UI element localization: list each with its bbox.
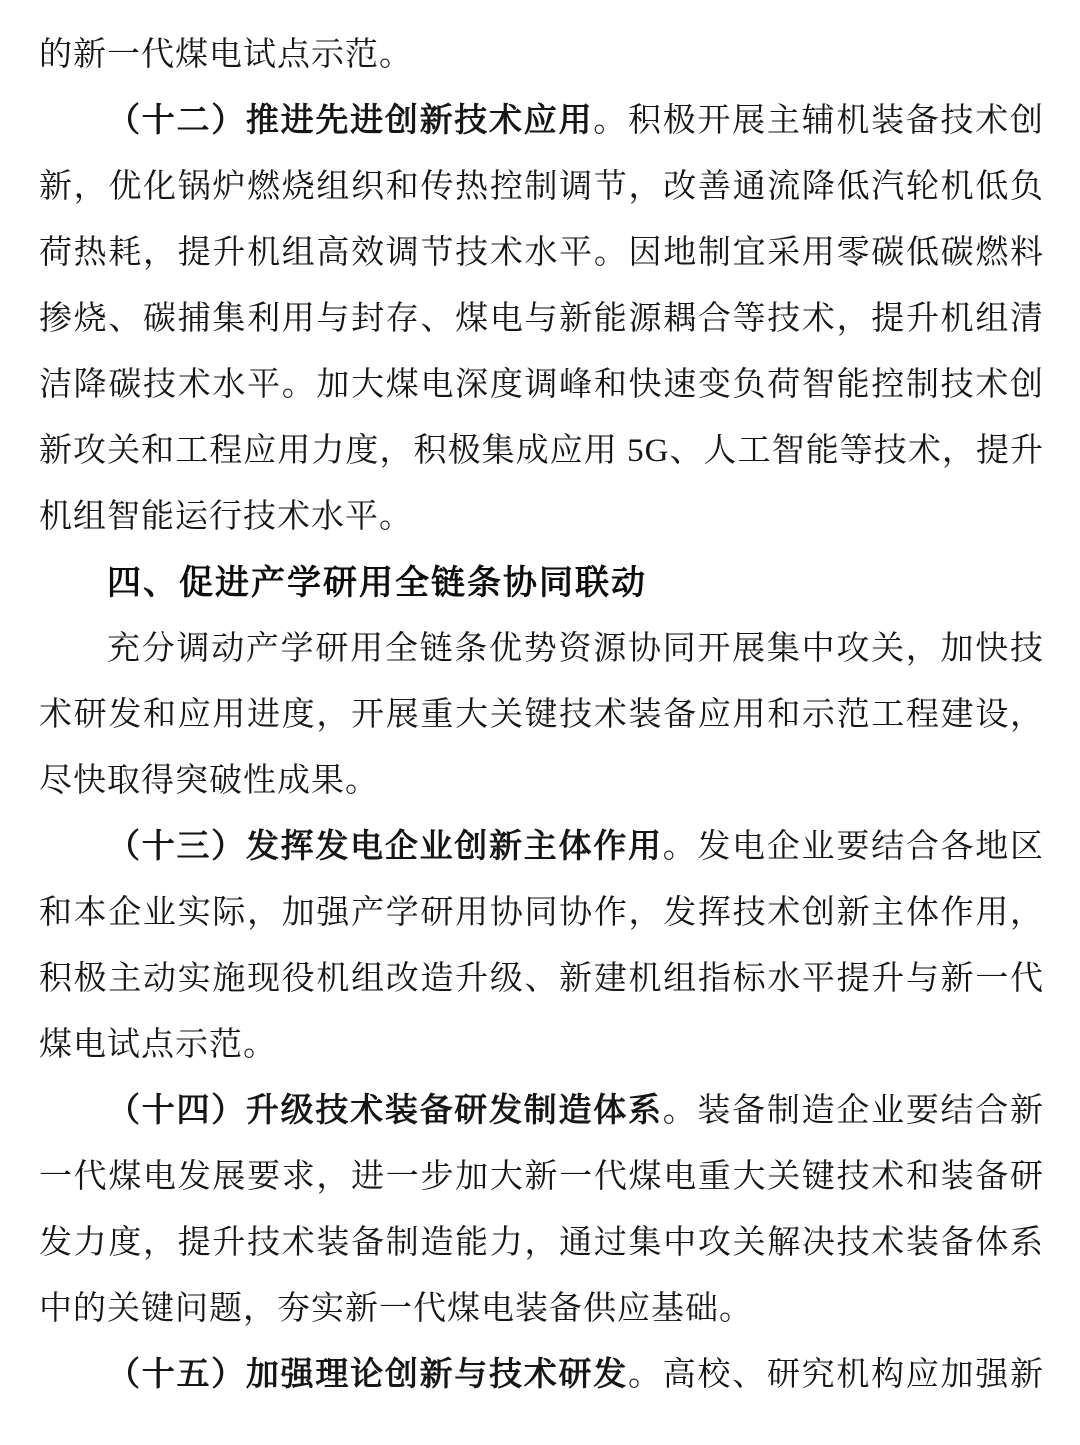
text-run: 煤电试点示范。: [39, 1027, 277, 1063]
text-run: 新，优化锅炉燃烧组织和传热控制调节，改善通流降低汽轮机低负: [39, 169, 1044, 205]
text-run: 。装备制造企业要结合新: [662, 1093, 1044, 1129]
section-heading: [39, 550, 1044, 616]
text-run: 新攻关和工程应用力度，积极集成应用 5G、人工智能等技术，提升: [39, 433, 1044, 469]
clause-title-run: （十三）发挥发电企业创新主体作用: [107, 829, 663, 865]
text-run: 中的关键问题，夯实新一代煤电装备供应基础。: [39, 1291, 753, 1327]
text-line: [39, 220, 1044, 286]
text-line: [39, 1078, 1044, 1144]
text-run: 的新一代煤电试点示范。: [39, 37, 413, 73]
text-run: 和本企业实际，加强产学研用协同协作，发挥技术创新主体作用，: [39, 895, 1044, 931]
text-run: 发力度，提升技术装备制造能力，通过集中攻关解决技术装备体系: [39, 1225, 1044, 1261]
text-line: [39, 748, 1044, 814]
text-line: [39, 880, 1044, 946]
text-line: [39, 154, 1044, 220]
text-run: 。高校、研究机构应加强新: [627, 1357, 1044, 1393]
text-run: 机组智能运行技术水平。: [39, 499, 413, 535]
text-line: [39, 1342, 1044, 1408]
text-line: [39, 682, 1044, 748]
clause-title-run: 四、促进产学研用全链条协同联动: [107, 564, 647, 602]
text-line: [39, 1144, 1044, 1210]
text-line: [39, 22, 1044, 88]
text-run: 掺烧、碳捕集利用与封存、煤电与新能源耦合等技术，提升机组清: [39, 301, 1044, 337]
clause-title-run: （十二）推进先进创新技术应用: [107, 103, 594, 139]
text-line: [39, 286, 1044, 352]
clause-title-run: （十五）加强理论创新与技术研发: [107, 1357, 628, 1393]
text-run: 荷热耗，提升机组高效调节技术水平。因地制宜采用零碳低碳燃料: [39, 235, 1044, 271]
text-run: 积极主动实施现役机组改造升级、新建机组指标水平提升与新一代: [39, 961, 1044, 997]
text-run: 尽快取得突破性成果。: [39, 763, 379, 799]
text-run: 术研发和应用进度，开展重大关键技术装备应用和示范工程建设，: [39, 697, 1044, 733]
text-line: [39, 616, 1044, 682]
text-run: 一代煤电发展要求，进一步加大新一代煤电重大关键技术和装备研: [39, 1159, 1044, 1195]
text-line: [39, 88, 1044, 154]
text-line: [39, 946, 1044, 1012]
text-line: [39, 814, 1044, 880]
text-run: 。发电企业要结合各地区: [662, 829, 1044, 865]
text-line: [39, 352, 1044, 418]
text-line: [39, 418, 1044, 484]
text-line: [39, 1276, 1044, 1342]
text-run: 洁降碳技术水平。加大煤电深度调峰和快速变负荷智能控制技术创: [39, 367, 1044, 403]
text-line: [39, 484, 1044, 550]
text-run: 。积极开展主辅机装备技术创: [593, 103, 1044, 139]
text-run: 充分调动产学研用全链条优势资源协同开展集中攻关，加快技: [107, 631, 1044, 667]
text-line: [39, 1012, 1044, 1078]
text-line: [39, 1210, 1044, 1276]
clause-title-run: （十四）升级技术装备研发制造体系: [107, 1093, 663, 1129]
